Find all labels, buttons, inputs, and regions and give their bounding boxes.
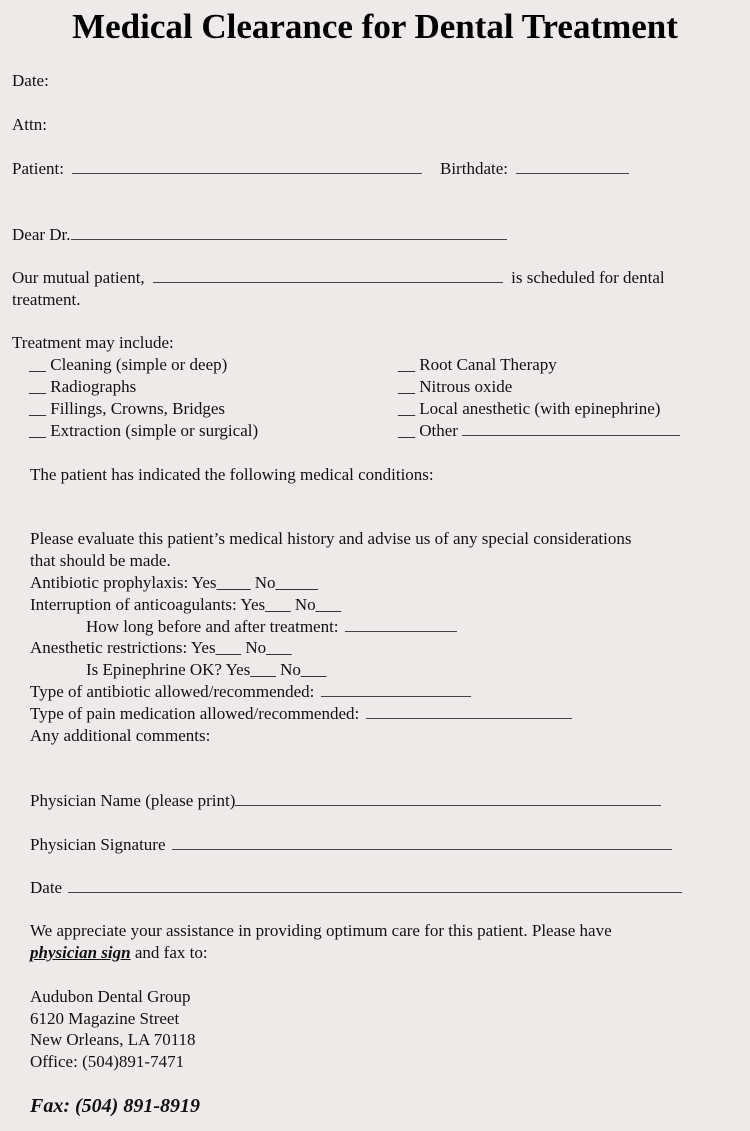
- checkbox-blank[interactable]: __: [398, 421, 415, 440]
- office-phone: Office: (504)891-7471: [30, 1052, 185, 1071]
- how-long-row: [86, 617, 457, 637]
- physician-name-row: [30, 791, 661, 811]
- intro-row: [12, 268, 665, 288]
- page-title: Medical Clearance for Dental Treatment: [72, 7, 678, 46]
- closing-line2: physician sign and fax to:: [30, 943, 208, 962]
- birthdate-label: Birthdate:: [440, 159, 508, 178]
- checkbox-blank[interactable]: __: [29, 355, 46, 374]
- checkbox-blank[interactable]: __: [398, 399, 415, 418]
- intro-prefix: Our mutual patient,: [12, 268, 145, 287]
- treatment-item-nitrous[interactable]: __ Nitrous oxide: [398, 377, 513, 396]
- mutual-patient-field[interactable]: [153, 268, 503, 283]
- treatment-item-other[interactable]: __ Other: [398, 421, 680, 441]
- epinephrine-ok[interactable]: Is Epinephrine OK? Yes___ No___: [86, 660, 327, 679]
- address-city: New Orleans, LA 70118: [30, 1030, 196, 1049]
- physician-signature-field[interactable]: [172, 835, 672, 850]
- physician-signature-row: [30, 835, 672, 855]
- antibiotic-prophylaxis[interactable]: Antibiotic prophylaxis: Yes____ No_____: [30, 573, 319, 592]
- conditions-label: The patient has indicated the following medical conditions:: [30, 465, 434, 484]
- antibiotic-type-row: [30, 682, 471, 702]
- fax-number: Fax: (504) 891-8919: [30, 1095, 200, 1117]
- signature-date-row: [30, 878, 682, 898]
- attn-label: Attn:: [12, 115, 47, 134]
- signature-date-field[interactable]: [68, 878, 682, 893]
- pain-med-field[interactable]: [366, 704, 572, 719]
- closing-line1: We appreciate your assistance in providing optimum care for this patient. Please have: [30, 921, 612, 940]
- how-long-field[interactable]: [345, 617, 457, 632]
- treatment-item-cleaning[interactable]: __ Cleaning (simple or deep): [29, 355, 228, 374]
- anticoagulants[interactable]: Interruption of anticoagulants: Yes___ No___: [30, 595, 342, 614]
- signature-date-label: Date: [30, 878, 63, 897]
- anesthetic-restrictions[interactable]: Anesthetic restrictions: Yes___ No___: [30, 638, 292, 657]
- checkbox-blank[interactable]: __: [398, 377, 415, 396]
- checkbox-blank[interactable]: __: [398, 355, 415, 374]
- treatment-item-fillings[interactable]: __ Fillings, Crowns, Bridges: [29, 399, 225, 418]
- birthdate-field[interactable]: [516, 159, 629, 174]
- treatment-item-local-anesthetic[interactable]: __ Local anesthetic (with epinephrine): [398, 399, 661, 418]
- treatment-heading: Treatment may include:: [12, 333, 174, 352]
- comments-label: Any additional comments:: [30, 726, 211, 745]
- doctor-name-field[interactable]: [71, 225, 507, 240]
- checkbox-blank[interactable]: __: [29, 377, 46, 396]
- dear-row: [12, 225, 507, 245]
- how-long-label: How long before and after treatment:: [86, 617, 339, 636]
- treatment-item-extraction[interactable]: __ Extraction (simple or surgical): [29, 421, 259, 440]
- checkbox-blank[interactable]: __: [29, 421, 46, 440]
- treatment-item-radiographs[interactable]: __ Radiographs: [29, 377, 137, 396]
- physician-name-label: Physician Name (please print): [30, 791, 236, 810]
- patient-row: [12, 159, 422, 179]
- dear-label: Dear Dr.: [12, 225, 71, 244]
- address-name: Audubon Dental Group: [30, 987, 191, 1006]
- evaluation-line2: that should be made.: [30, 551, 171, 570]
- intro-suffix: is scheduled for dental: [511, 268, 665, 287]
- pain-med-label: Type of pain medication allowed/recommended:: [30, 704, 360, 723]
- birthdate-row: [440, 159, 629, 179]
- evaluation-line1: Please evaluate this patient’s medical history and advise us of any special considerations: [30, 529, 632, 548]
- antibiotic-type-field[interactable]: [321, 682, 471, 697]
- antibiotic-type-label: Type of antibiotic allowed/recommended:: [30, 682, 315, 701]
- patient-label: Patient:: [12, 159, 64, 178]
- intro-continuation: treatment.: [12, 290, 81, 309]
- checkbox-blank[interactable]: __: [29, 399, 46, 418]
- address-street: 6120 Magazine Street: [30, 1009, 180, 1028]
- physician-name-field[interactable]: [235, 791, 661, 806]
- patient-field[interactable]: [72, 159, 422, 174]
- pain-med-row: [30, 704, 572, 724]
- physician-signature-label: Physician Signature: [30, 835, 166, 854]
- other-field[interactable]: [462, 421, 680, 436]
- date-label: Date:: [12, 71, 49, 90]
- treatment-item-root-canal[interactable]: __ Root Canal Therapy: [398, 355, 557, 374]
- physician-sign-emphasis: physician sign: [30, 943, 131, 962]
